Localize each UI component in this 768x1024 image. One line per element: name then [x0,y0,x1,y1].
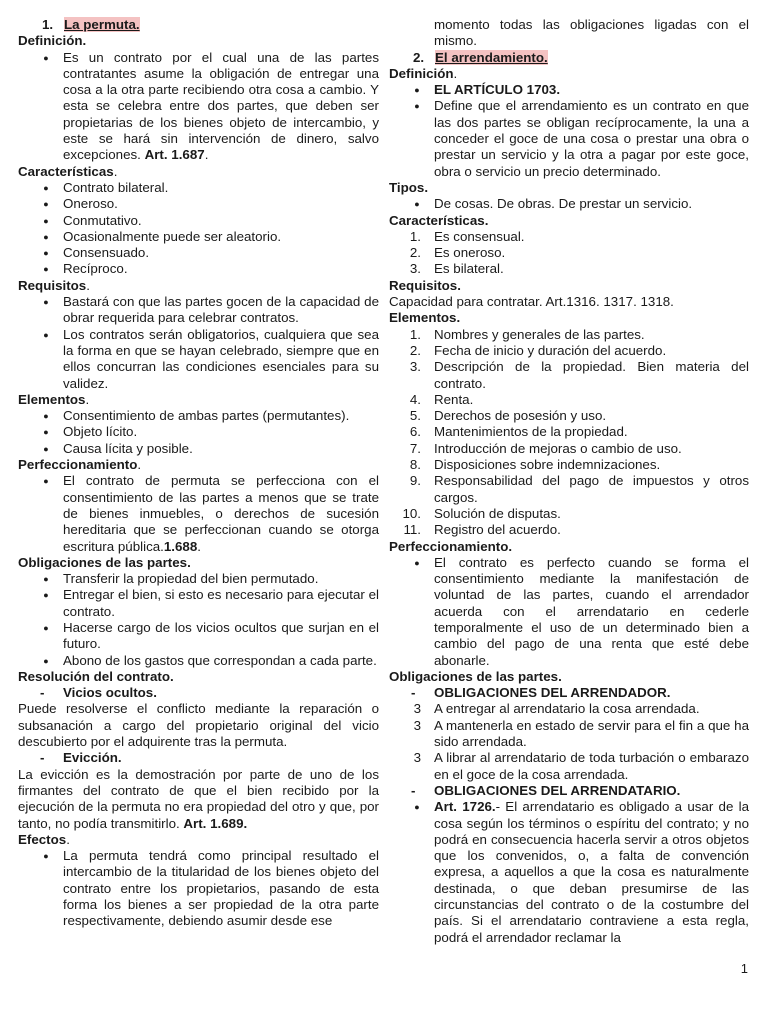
list-item: 5. Derechos de posesión y uso. [409,408,607,424]
list-item: 9. Responsabilidad del pago de impuestos y otros cargos. [409,473,749,505]
heading-caracteristicas: Características. [389,212,489,228]
list-item: ● Los contratos serán obligatorios, cualquiera que sea la forma en que se hayan celebrado, siempre que en ellos concurran las condiciones esenciales para su validez. [43,326,379,391]
list-item: ● Objeto lícito. [43,424,138,440]
heading-efectos: Efectos. [18,831,70,847]
list-item: ● El contrato es perfecto cuando se forma el consentimiento mediante la manifestación de voluntad de las partes, cuando el arrendador acuerda con el arrendatario en cederle temporalmente el uso de un determinado bien a cambio del pago de una renta que esté debe abonarle. [414,554,749,668]
list-item: ● Consentimiento de ambas partes (permutantes). [43,408,350,424]
list-item: ● Hacerse cargo de los vicios ocultos que surjan en el futuro. [43,619,379,652]
heading-perfeccionamiento: Perfeccionamiento. [18,457,142,473]
list-item: 6. Mantenimientos de la propiedad. [409,424,628,440]
left-column [18,17,379,930]
list-item: 11. Registro del acuerdo. [403,522,561,538]
list-item: 3 A mantenerla en estado de servir para el fin a que ha sido arrendada. [413,717,749,750]
heading-resolucion: Resolución del contrato. [18,668,174,684]
heading-definicion: Definición. [18,33,87,49]
heading-requisitos: Requisitos. [389,277,461,293]
heading-requisitos: Requisitos. [18,277,90,293]
paragraph-requisitos: Capacidad para contratar. Art.1316. 1317. 1318. [389,294,674,310]
list-item: 4. Renta. [409,391,474,407]
list-item: ● Es un contrato por el cual una de las partes contratantes asume la obligación de entregar una cosa a la otra parte recibiendo otra cosa a cambio. Y esta se celebra entre dos partes, que deben ser propietarias de los bienes objeto de intercambio, y este se hará sin intervención de dinero, salvo excepciones. Art. 1.687. [43,49,379,163]
paragraph-continued: momento todas las obligaciones ligadas con el mismo. [434,17,749,49]
list-item: ● Transferir la propiedad del bien permutado. [43,571,319,587]
heading-elementos: Elementos. [18,391,90,407]
subheading-arrendador: - OBLIGACIONES DEL ARRENDADOR. [411,685,671,701]
list-item: 8. Disposiciones sobre indemnizaciones. [409,457,661,473]
list-item: ● Consensuado. [43,245,150,261]
list-item: ● Causa lícita y posible. [43,440,193,456]
list-item: 2. Es oneroso. [409,245,506,261]
list-item: ● EL ARTÍCULO 1703. [414,82,561,98]
list-item: ● La permuta tendrá como principal resultado el intercambio de la titularidad de los bienes objeto del contrato entre los propietarios, pasando de esta forma los bienes a ser propiedad de la otra parte respectivamente, debiendo asumir desde ese [43,848,379,929]
heading-elementos: Elementos. [389,310,461,326]
subheading-arrendatario: - OBLIGACIONES DEL ARRENDATARIO. [411,782,681,798]
list-item: 10. Solución de disputas. [402,505,561,521]
list-item: 3 A librar al arrendatario de toda turbación o embarazo en el goce de la cosa arrendada. [413,750,749,782]
list-item: ● Recíproco. [43,261,128,277]
list-item: 1. Es consensual. [409,228,525,244]
paragraph-eviccion: La evicción es la demostración por parte de uno de los firmantes del contrato de que el bien recibido por la ejecución de la permuta no era propiedad del otro y que, por tanto, no podía transmitirlo. Art. 1.689. [18,766,379,831]
subheading-vicios: - Vicios ocultos. [40,685,157,701]
right-column [389,17,749,946]
list-item: ● Contrato bilateral. [43,179,169,195]
list-item: 7. Introducción de mejoras o cambio de uso. [409,440,682,456]
heading-tipos: Tipos. [389,179,429,195]
heading-obligaciones: Obligaciones de las partes. [389,668,562,684]
heading-obligaciones: Obligaciones de las partes. [18,554,191,570]
list-item: ● Conmutativo. [43,212,142,228]
list-item: 1. Nombres y generales de las partes. [409,326,645,342]
paragraph-vicios: Puede resolverse el conflicto mediante la reparación o subsanación a cargo del propietario original del vicio descubierto por el adquirente tras la permuta. [18,701,379,750]
list-item: ● Bastará con que las partes gocen de la capacidad de obrar requerida para celebrar contratos. [43,294,379,326]
list-item: ● Oneroso. [43,196,118,212]
list-item: ● Define que el arrendamiento es un contrato en que las dos partes se obligan recíprocamente, la una a conceder el goce de una cosa o prestar una obra o prestar un servicio y la otra a pagar por este goce, obra o servicio un precio determinado. [414,98,749,179]
subheading-eviccion: - Evicción. [40,750,122,766]
list-item: 3. Es bilateral. [409,261,504,277]
list-item: ● El contrato de permuta se perfecciona con el consentimiento de las partes a menos que se trate de bienes inmuebles, o derechos de sucesión hereditaria que se perfeccionan cuando se otorga escritura pública.1.688. [43,473,379,554]
list-item: ● Entregar el bien, si esto es necesario para ejecutar el contrato. [43,587,379,619]
section-heading-arrendamiento: 2. El arrendamiento. [413,49,548,65]
list-item: 2. Fecha de inicio y duración del acuerdo. [409,342,667,358]
list-item: ● Ocasionalmente puede ser aleatorio. [43,228,282,244]
list-item: 3 A entregar al arrendatario la cosa arrendada. [413,701,700,717]
list-item: ● De cosas. De obras. De prestar un servicio. [414,196,693,212]
list-item: 3. Descripción de la propiedad. Bien materia del contrato. [409,359,749,391]
heading-perfeccionamiento: Perfeccionamiento. [389,538,513,554]
page-number: 1 [740,961,748,976]
heading-definicion: Definición. [389,65,458,81]
section-heading-permuta: 1. La permuta. [42,17,140,32]
list-item: ● Art. 1726.- El arrendatario es obligado a usar de la cosa según los términos o espíritu del contrato; y no podrá en consecuencia hacerla servir a otros objetos que los convenidos, o, a falta de convención expresa, a aquellos a que la cosa es naturalmente destinada, o que deban presumirse de las circunstancias del contrato o de la costumbre del país. Si el arrendatario contraviene a esta regla, podrá el arrendador reclamar la [414,799,749,945]
heading-caracteristicas: Características. [18,163,118,179]
list-item: ● Abono de los gastos que correspondan a cada parte. [43,652,377,668]
